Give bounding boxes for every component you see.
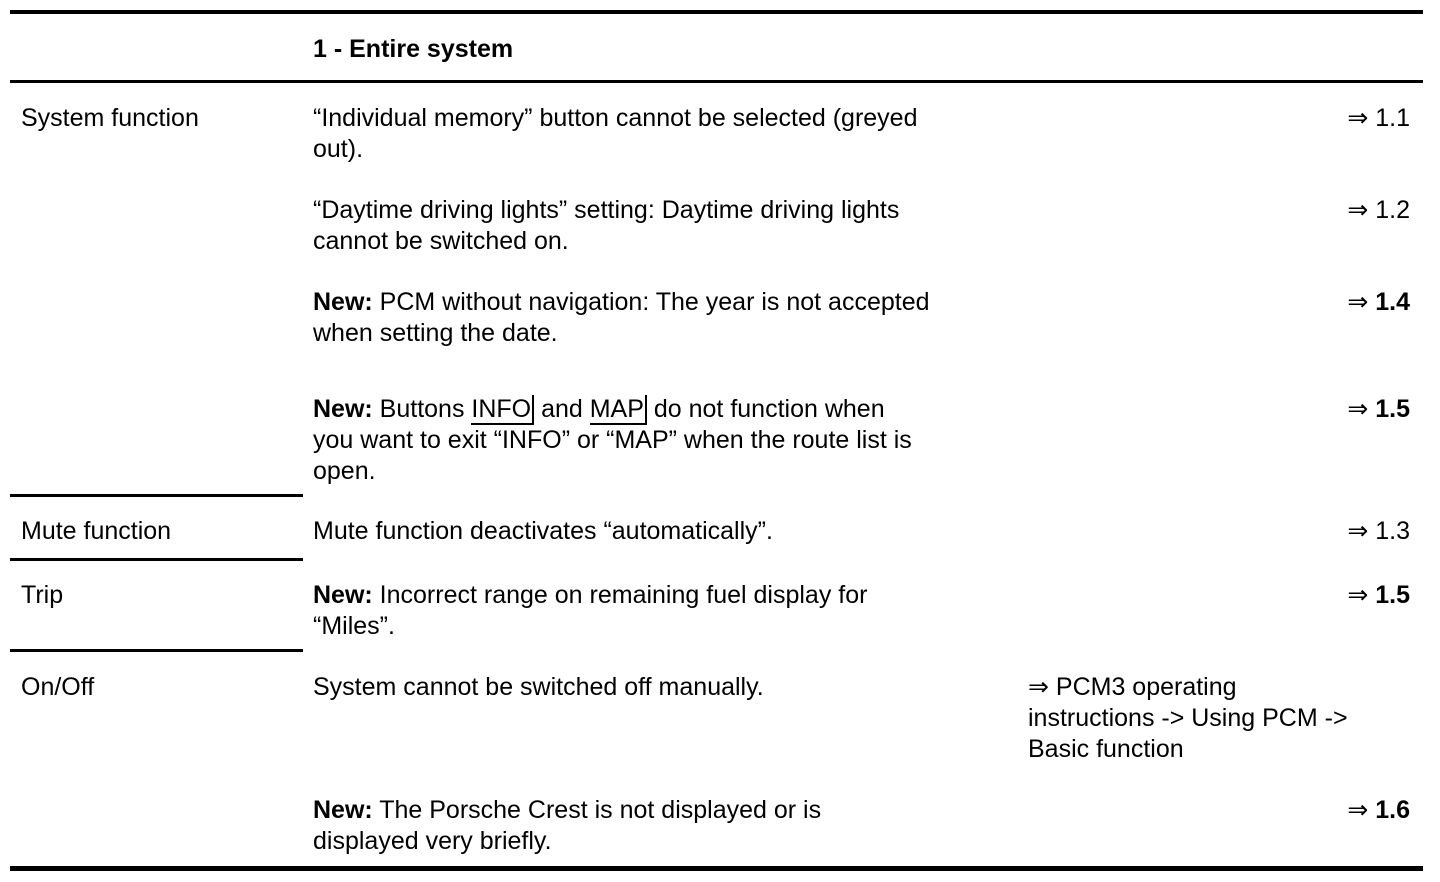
category-label: Mute function (21, 517, 172, 545)
header-rule (10, 80, 1423, 83)
fault-description: New: PCM without navigation: The year is not accepted when setting the date. (313, 288, 930, 347)
fault-description: Mute function deactivates “automatically”. (313, 517, 773, 545)
cross-reference: ⇒ 1.1 (1347, 104, 1410, 132)
new-label: New: (313, 581, 373, 609)
category-label: Trip (21, 581, 64, 609)
new-label: New: (313, 796, 373, 824)
info-button-label: INFO (471, 395, 534, 425)
fault-description: New: Buttons INFO and MAP do not function when you want to exit “INFO” or “MAP” when the route list is open. (313, 395, 912, 485)
category-label: System function (21, 104, 199, 132)
fault-description: “Daytime driving lights” setting: Daytime driving lights cannot be switched on. (313, 196, 900, 255)
cross-reference: ⇒ 1.6 (1347, 796, 1410, 824)
map-button-label: MAP (590, 395, 647, 425)
row-divider (10, 494, 303, 497)
top-rule (10, 10, 1423, 14)
new-label: New: (313, 288, 373, 316)
cross-reference: ⇒ 1.5 (1347, 581, 1410, 609)
cross-reference: ⇒ 1.3 (1347, 517, 1410, 545)
row-divider (10, 649, 303, 652)
category-label: On/Off (21, 673, 95, 701)
new-label: New: (313, 395, 373, 423)
fault-description: New: Incorrect range on remaining fuel display for “Miles”. (313, 581, 868, 640)
table-header-title: 1 - Entire system (313, 35, 514, 63)
row-divider (10, 558, 303, 561)
cross-reference: ⇒ 1.4 (1347, 288, 1410, 316)
fault-description: System cannot be switched off manually. (313, 673, 764, 701)
cross-reference: ⇒ 1.2 (1347, 196, 1410, 224)
fault-description: “Individual memory” button cannot be selected (greyed out). (313, 104, 918, 163)
cross-reference: ⇒ PCM3 operating instructions -> Using PCM -> Basic function (1028, 673, 1348, 763)
fault-description: New: The Porsche Crest is not displayed or is displayed very briefly. (313, 796, 822, 855)
bottom-rule (10, 866, 1423, 871)
cross-reference: ⇒ 1.5 (1347, 395, 1410, 423)
